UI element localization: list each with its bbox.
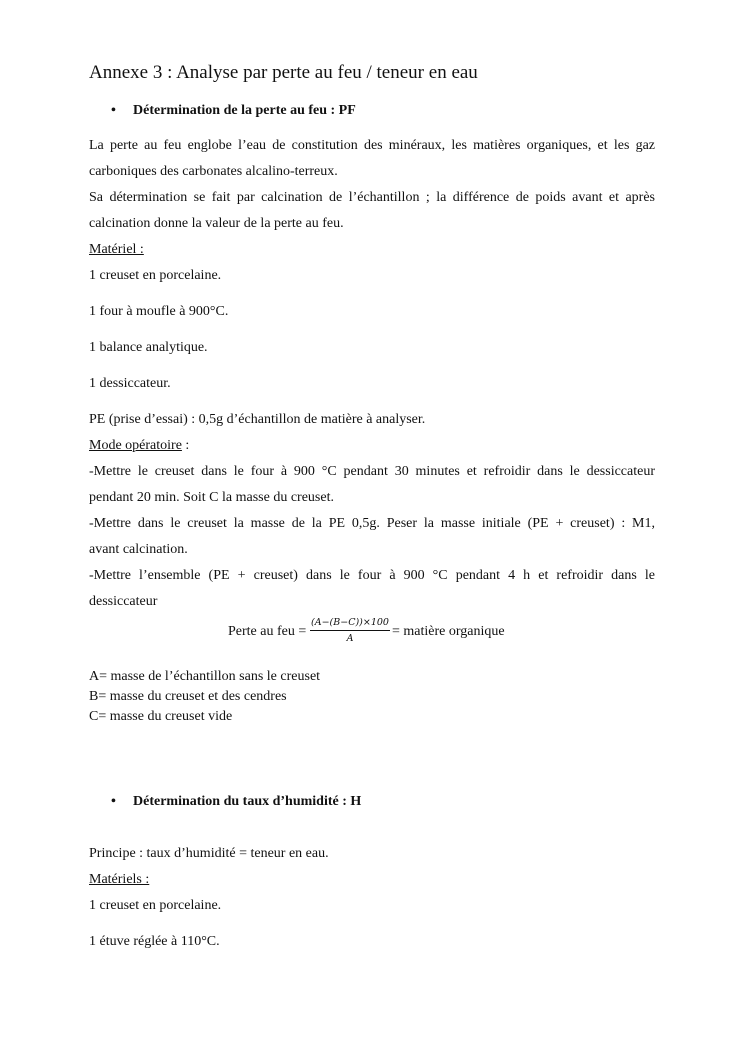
paragraph-line: Sa détermination se fait par calcination de l’échantillon ; la différence de poids avant et après xyxy=(89,190,655,205)
formula-result: = matière organique xyxy=(392,624,505,639)
definition-c: C= masse du creuset vide xyxy=(89,709,233,724)
list-item: 1 étuve réglée à 110°C. xyxy=(89,934,220,949)
principe-text: Principe : taux d’humidité = teneur en eau. xyxy=(89,846,329,861)
step-line: -Mettre le creuset dans le four à 900 °C pendant 30 minutes et refroidir dans le dessiccateur xyxy=(89,464,655,479)
prise-essai-text: PE (prise d’essai) : 0,5g d’échantillon de matière à analyser. xyxy=(89,412,426,427)
materiels-label: Matériels : xyxy=(89,872,150,887)
formula-fraction xyxy=(310,616,390,645)
step-line: -Mettre dans le creuset la masse de la PE 0,5g. Peser la masse initiale (PE + creuset) : M1, xyxy=(89,516,655,531)
section-heading-text: Détermination de la perte au feu : PF xyxy=(133,103,356,118)
step-line: pendant 20 min. Soit C la masse du creuset. xyxy=(89,490,334,505)
list-item: 1 dessiccateur. xyxy=(89,376,171,391)
list-item: 1 balance analytique. xyxy=(89,340,208,355)
paragraph-line: La perte au feu englobe l’eau de constitution des minéraux, les matières organiques, et les gaz xyxy=(89,138,655,153)
formula-denominator: A xyxy=(346,633,354,644)
section-heading-perte-au-feu xyxy=(111,103,356,119)
list-item: 1 creuset en porcelaine. xyxy=(89,268,222,283)
formula-label: Perte au feu = xyxy=(228,624,307,639)
list-item: 1 four à moufle à 900°C. xyxy=(89,304,229,319)
step-line: -Mettre l’ensemble (PE + creuset) dans le four à 900 °C pendant 4 h et refroidir dans le xyxy=(89,568,655,583)
definition-a: A= masse de l’échantillon sans le creuset xyxy=(89,669,321,684)
paragraph-line: calcination donne la valeur de la perte au feu. xyxy=(89,216,344,231)
section-heading-humidite xyxy=(111,794,361,810)
step-line: dessiccateur xyxy=(89,594,158,609)
step-line: avant calcination. xyxy=(89,542,188,557)
formula-numerator: (A−(B−C))×100 xyxy=(311,617,389,628)
mode-operatoire-heading xyxy=(89,438,189,454)
fraction-bar xyxy=(310,630,390,631)
list-item: 1 creuset en porcelaine. xyxy=(89,898,222,913)
bullet-icon: • xyxy=(111,103,116,118)
page-title: Annexe 3 : Analyse par perte au feu / teneur en eau xyxy=(89,62,478,83)
mode-operatoire-label: Mode opératoire xyxy=(89,438,182,453)
paragraph-line: carboniques des carbonates alcalino-terreux. xyxy=(89,164,338,179)
section-heading-text: Détermination du taux d’humidité : H xyxy=(133,794,362,809)
bullet-icon: • xyxy=(111,794,116,809)
mode-operatoire-suffix: : xyxy=(181,438,190,453)
definition-b: B= masse du creuset et des cendres xyxy=(89,689,287,704)
materiel-label: Matériel : xyxy=(89,242,144,257)
